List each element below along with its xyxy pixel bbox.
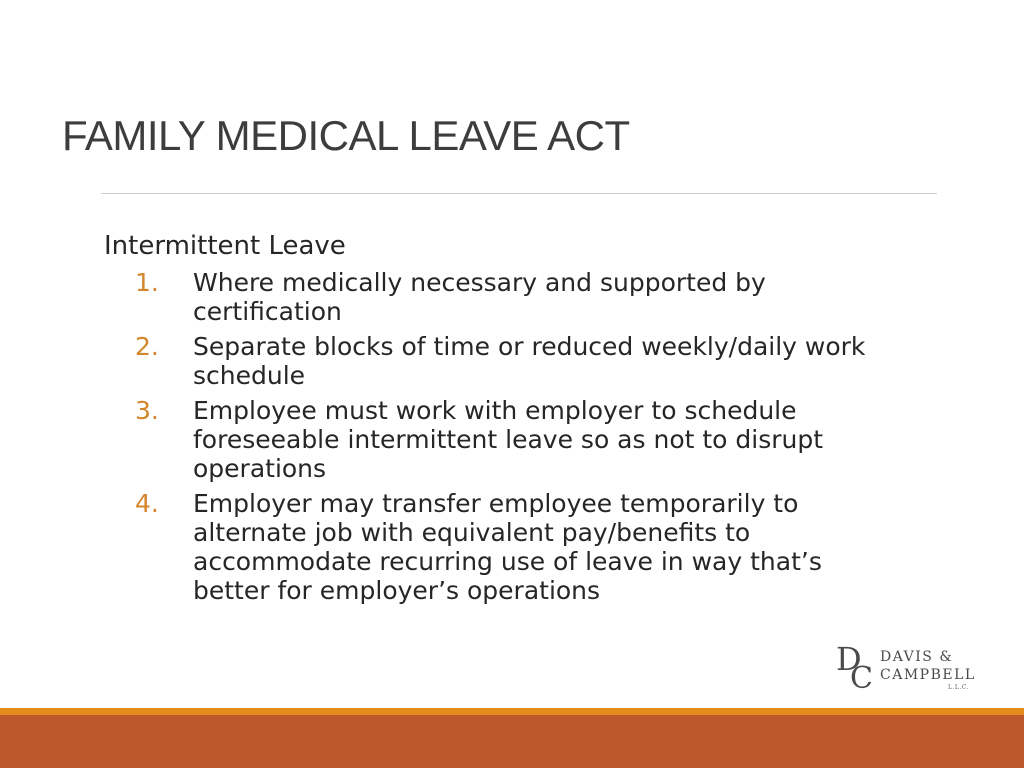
list-item-number: 4. xyxy=(135,489,159,518)
list-item-number: 2. xyxy=(135,332,159,361)
list-item xyxy=(104,268,924,326)
slide-body xyxy=(104,228,924,605)
list-item-text: Separate blocks of time or reduced weekly/daily work schedule xyxy=(193,332,866,390)
footer-accent-stripe xyxy=(0,708,1024,715)
list-item-number: 3. xyxy=(135,396,159,425)
list-item-text: Where medically necessary and supported by certification xyxy=(193,268,766,326)
company-logo xyxy=(834,640,974,696)
numbered-list xyxy=(104,268,924,605)
footer-band xyxy=(0,715,1024,768)
monogram-letter-d: D xyxy=(836,640,862,678)
section-heading: Intermittent Leave xyxy=(104,231,346,261)
list-item-text: Employer may transfer employee temporarily to alternate job with equivalent pay/benefits to accommodate recurring use of leave in way that’s better for employer’s operations xyxy=(193,489,822,605)
list-item xyxy=(104,332,924,390)
list-item-number: 1. xyxy=(135,268,159,297)
list-item-text: Employee must work with employer to schedule foreseeable intermittent leave so as not to disrupt operations xyxy=(193,396,824,483)
dc-monogram-icon xyxy=(834,640,880,692)
logo-suffix: L.L.C. xyxy=(948,684,970,691)
list-item xyxy=(104,489,924,605)
logo-line-1: DAVIS & xyxy=(880,649,954,665)
logo-wordmark xyxy=(880,648,976,684)
slide-title: FAMILY MEDICAL LEAVE ACT xyxy=(62,112,630,159)
logo-line-2: CAMPBELL xyxy=(880,667,976,683)
monogram-letter-c: C xyxy=(850,661,873,692)
list-item xyxy=(104,396,924,483)
title-divider xyxy=(101,193,937,194)
